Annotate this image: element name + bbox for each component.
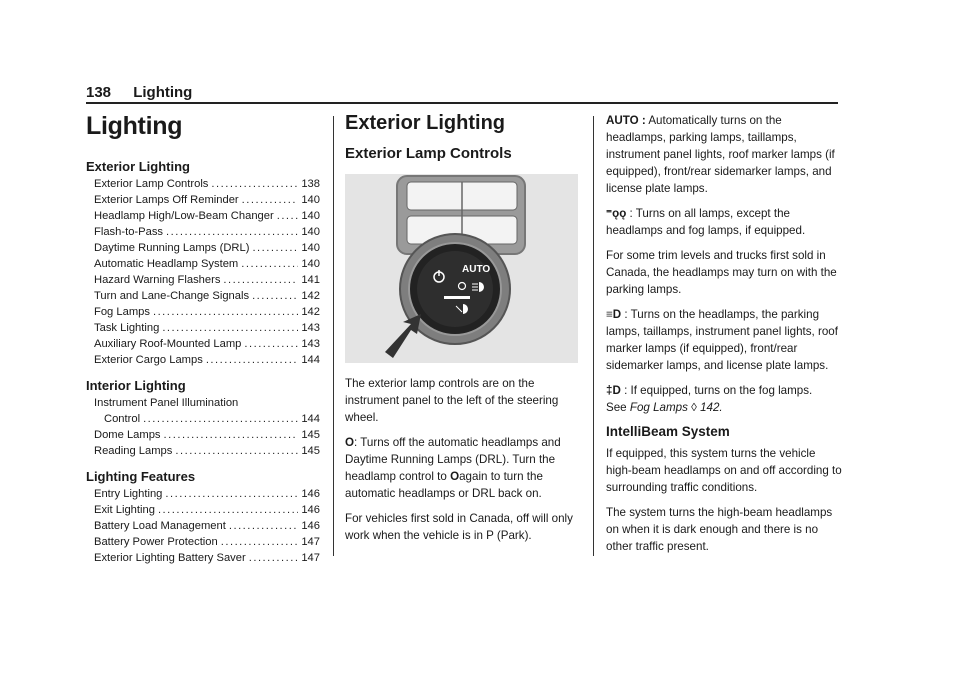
toc-group-heading: Lighting Features bbox=[86, 469, 196, 484]
toc-entry-page: 143 bbox=[301, 322, 320, 334]
toc-leader-dots bbox=[206, 352, 299, 368]
toc-entry-page: 140 bbox=[301, 226, 320, 238]
toc-entry[interactable] bbox=[86, 336, 320, 352]
toc-leader-dots bbox=[241, 256, 298, 272]
toc-groups bbox=[86, 159, 320, 566]
see-label: See bbox=[606, 401, 627, 414]
page-ref-arrow-icon: ◊ bbox=[691, 401, 697, 414]
toc-entry[interactable] bbox=[86, 411, 320, 427]
toc-entry-page: 143 bbox=[301, 338, 320, 350]
toc-entry-page: 140 bbox=[301, 242, 320, 254]
toc-leader-dots bbox=[143, 411, 298, 427]
toc-entry[interactable] bbox=[86, 320, 320, 336]
fog-lamps-paragraph bbox=[606, 382, 842, 416]
toc-entry-title: Exit Lighting bbox=[94, 504, 155, 516]
parking-lamps-text: : Turns on all lamps, except the headlamps and fog lamps, if equipped. bbox=[606, 207, 806, 237]
toc-entry[interactable] bbox=[86, 486, 320, 502]
toc-entry[interactable] bbox=[86, 534, 320, 550]
section-title: Exterior Lighting bbox=[345, 112, 505, 134]
lamp-control-illustration bbox=[345, 174, 578, 363]
toc-leader-dots bbox=[252, 288, 298, 304]
toc-entry-title: Task Lighting bbox=[94, 322, 160, 334]
column-divider bbox=[593, 116, 594, 556]
page-header bbox=[86, 84, 192, 101]
lamp-control-photo bbox=[345, 174, 578, 363]
header-rule bbox=[86, 102, 838, 104]
toc-leader-dots bbox=[277, 208, 299, 224]
toc-entry[interactable] bbox=[86, 443, 320, 459]
intellibeam-paragraph-1: If equipped, this system turns the vehicle high-beam headlamps on and off according to surrounding traffic conditions. bbox=[606, 447, 842, 494]
toc-leader-dots bbox=[229, 518, 298, 534]
intellibeam-paragraph-2: The system turns the high-beam headlamps on when it is dark enough and there is no other traffic present. bbox=[606, 506, 833, 553]
toc-entry-page: 140 bbox=[301, 210, 320, 222]
toc-entry-page: 144 bbox=[301, 354, 320, 366]
toc-entry[interactable] bbox=[86, 240, 320, 256]
toc-entry[interactable] bbox=[86, 224, 320, 240]
toc-entry-title: Hazard Warning Flashers bbox=[94, 274, 221, 286]
toc-entry-title: Exterior Cargo Lamps bbox=[94, 354, 203, 366]
toc-entry-title: Entry Lighting bbox=[94, 488, 163, 500]
toc-entry-page: 146 bbox=[301, 504, 320, 516]
subsection-title: Exterior Lamp Controls bbox=[345, 145, 512, 162]
auto-marking: AUTO bbox=[462, 264, 491, 275]
parking-lamp-symbol-icon: ⁼ǫǫ bbox=[606, 207, 627, 220]
toc-entry[interactable] bbox=[86, 192, 320, 208]
fog-lamps-page-ref[interactable]: 142. bbox=[700, 401, 723, 414]
fog-lamps-text: : If equipped, turns on the fog lamps. bbox=[624, 384, 813, 397]
toc-list bbox=[86, 486, 320, 566]
toc-entry-title: Reading Lamps bbox=[94, 445, 173, 457]
headlamp-symbol-icon: ≡D bbox=[606, 308, 622, 321]
off-symbol-inline: O bbox=[450, 470, 460, 483]
toc-entry-page: 146 bbox=[301, 488, 320, 500]
toc-entry-title: Exterior Lamp Controls bbox=[94, 178, 209, 190]
off-position-paragraph bbox=[345, 434, 580, 502]
toc-leader-dots bbox=[166, 224, 298, 240]
auto-paragraph bbox=[606, 112, 842, 197]
fog-lamp-symbol-icon: ‡D bbox=[606, 384, 621, 397]
toc-leader-dots bbox=[249, 550, 299, 566]
fog-lamps-link[interactable]: Fog Lamps bbox=[629, 401, 688, 414]
toc-entry[interactable] bbox=[86, 208, 320, 224]
toc-entry[interactable] bbox=[86, 518, 320, 534]
toc-leader-dots bbox=[223, 272, 298, 288]
toc-entry[interactable] bbox=[86, 352, 320, 368]
toc-group-heading: Exterior Lighting bbox=[86, 159, 190, 174]
toc-entry-title: Automatic Headlamp System bbox=[94, 258, 239, 270]
toc-entry-page: 138 bbox=[301, 178, 320, 190]
toc-entry[interactable] bbox=[86, 256, 320, 272]
toc-leader-dots bbox=[165, 486, 298, 502]
toc-entry-page: 142 bbox=[301, 290, 320, 302]
toc-entry-page: 140 bbox=[301, 258, 320, 270]
toc-entry-page: 142 bbox=[301, 306, 320, 318]
toc-entry[interactable] bbox=[86, 176, 320, 192]
toc-entry-title: Auxiliary Roof-Mounted Lamp bbox=[94, 338, 242, 350]
toc-entry-page: 144 bbox=[301, 413, 320, 425]
toc-leader-dots bbox=[244, 336, 298, 352]
toc-entry-title: Flash-to-Pass bbox=[94, 226, 164, 238]
intellibeam-heading: IntelliBeam System bbox=[606, 424, 730, 439]
toc-entry-title: Dome Lamps bbox=[94, 429, 161, 441]
headlamps-text: : Turns on the headlamps, the parking lamps, taillamps, instrument panel lights, roof marker lamps (if equipped), front/rear sidemarker lamps, and license plate lamps. bbox=[606, 308, 838, 372]
headlamps-paragraph bbox=[606, 306, 842, 374]
toc-entry-page: 140 bbox=[301, 194, 320, 206]
toc-entry[interactable] bbox=[86, 550, 320, 566]
column-divider bbox=[333, 116, 334, 556]
toc-entry-title: Battery Load Management bbox=[94, 520, 226, 532]
off-text-part1: : Turns off the automatic headlamps and Daytime Running Lamps (DRL). Turn the headlamp control to bbox=[345, 436, 561, 483]
toc-leader-dots bbox=[252, 240, 298, 256]
toc-leader-dots bbox=[158, 502, 298, 518]
toc-entry-page: 147 bbox=[301, 536, 320, 548]
page-number: 138 bbox=[86, 84, 112, 101]
toc-list bbox=[86, 176, 320, 368]
auto-label: AUTO : bbox=[606, 114, 646, 127]
toc-leader-dots bbox=[211, 176, 298, 192]
toc-entry-title: Exterior Lighting Battery Saver bbox=[94, 552, 246, 564]
chapter-toc bbox=[86, 112, 320, 566]
toc-entry[interactable] bbox=[86, 502, 320, 518]
canada-headlamps-paragraph: For some trim levels and trucks first sold in Canada, the headlamps may turn on with the parking lamps. bbox=[606, 249, 837, 296]
toc-leader-dots bbox=[162, 320, 298, 336]
toc-entry-page: 145 bbox=[301, 445, 320, 457]
toc-entry-title: Fog Lamps bbox=[94, 306, 150, 318]
toc-leader-dots bbox=[153, 304, 298, 320]
toc-entry-first-line[interactable] bbox=[86, 395, 320, 411]
auto-text: Automatically turns on the headlamps, parking lamps, taillamps, instrument panel lights, roof marker lamps (if equipped), front/rear sidemarker lamps, and license plate lamps. bbox=[606, 114, 835, 195]
chapter-title: Lighting bbox=[86, 112, 183, 140]
toc-entry-title: Headlamp High/Low-Beam Changer bbox=[94, 210, 274, 222]
toc-entry[interactable] bbox=[86, 304, 320, 320]
running-section-title: Lighting bbox=[133, 84, 193, 101]
toc-entry-title: Instrument Panel Illumination bbox=[94, 397, 239, 409]
toc-entry-title: Daytime Running Lamps (DRL) bbox=[94, 242, 250, 254]
lamp-modes-column bbox=[606, 112, 842, 563]
parking-lamps-paragraph bbox=[606, 205, 842, 239]
toc-entry-page: 145 bbox=[301, 429, 320, 441]
toc-list bbox=[86, 395, 320, 459]
toc-leader-dots bbox=[221, 534, 299, 550]
toc-leader-dots bbox=[242, 192, 299, 208]
exterior-lighting-column bbox=[345, 112, 580, 552]
toc-leader-dots bbox=[164, 427, 299, 443]
toc-entry-title: Battery Power Protection bbox=[94, 536, 218, 548]
toc-entry-page: 141 bbox=[301, 274, 320, 286]
off-text-part2: again to turn the automatic headlamps or DRL back on. bbox=[345, 470, 543, 500]
toc-entry-title: Control bbox=[104, 413, 141, 425]
toc-entry-page: 147 bbox=[301, 552, 320, 564]
toc-entry[interactable] bbox=[86, 427, 320, 443]
toc-entry-title: Turn and Lane-Change Signals bbox=[94, 290, 250, 302]
toc-entry-title: Exterior Lamps Off Reminder bbox=[94, 194, 239, 206]
canada-park-paragraph: For vehicles first sold in Canada, off will only work when the vehicle is in P (Park). bbox=[345, 512, 573, 542]
off-symbol: O bbox=[345, 436, 355, 449]
toc-entry-page: 146 bbox=[301, 520, 320, 532]
toc-entry[interactable] bbox=[86, 288, 320, 304]
toc-entry[interactable] bbox=[86, 272, 320, 288]
intro-paragraph: The exterior lamp controls are on the instrument panel to the left of the steering wheel. bbox=[345, 377, 559, 424]
toc-leader-dots bbox=[175, 443, 298, 459]
toc-group-heading: Interior Lighting bbox=[86, 378, 186, 393]
